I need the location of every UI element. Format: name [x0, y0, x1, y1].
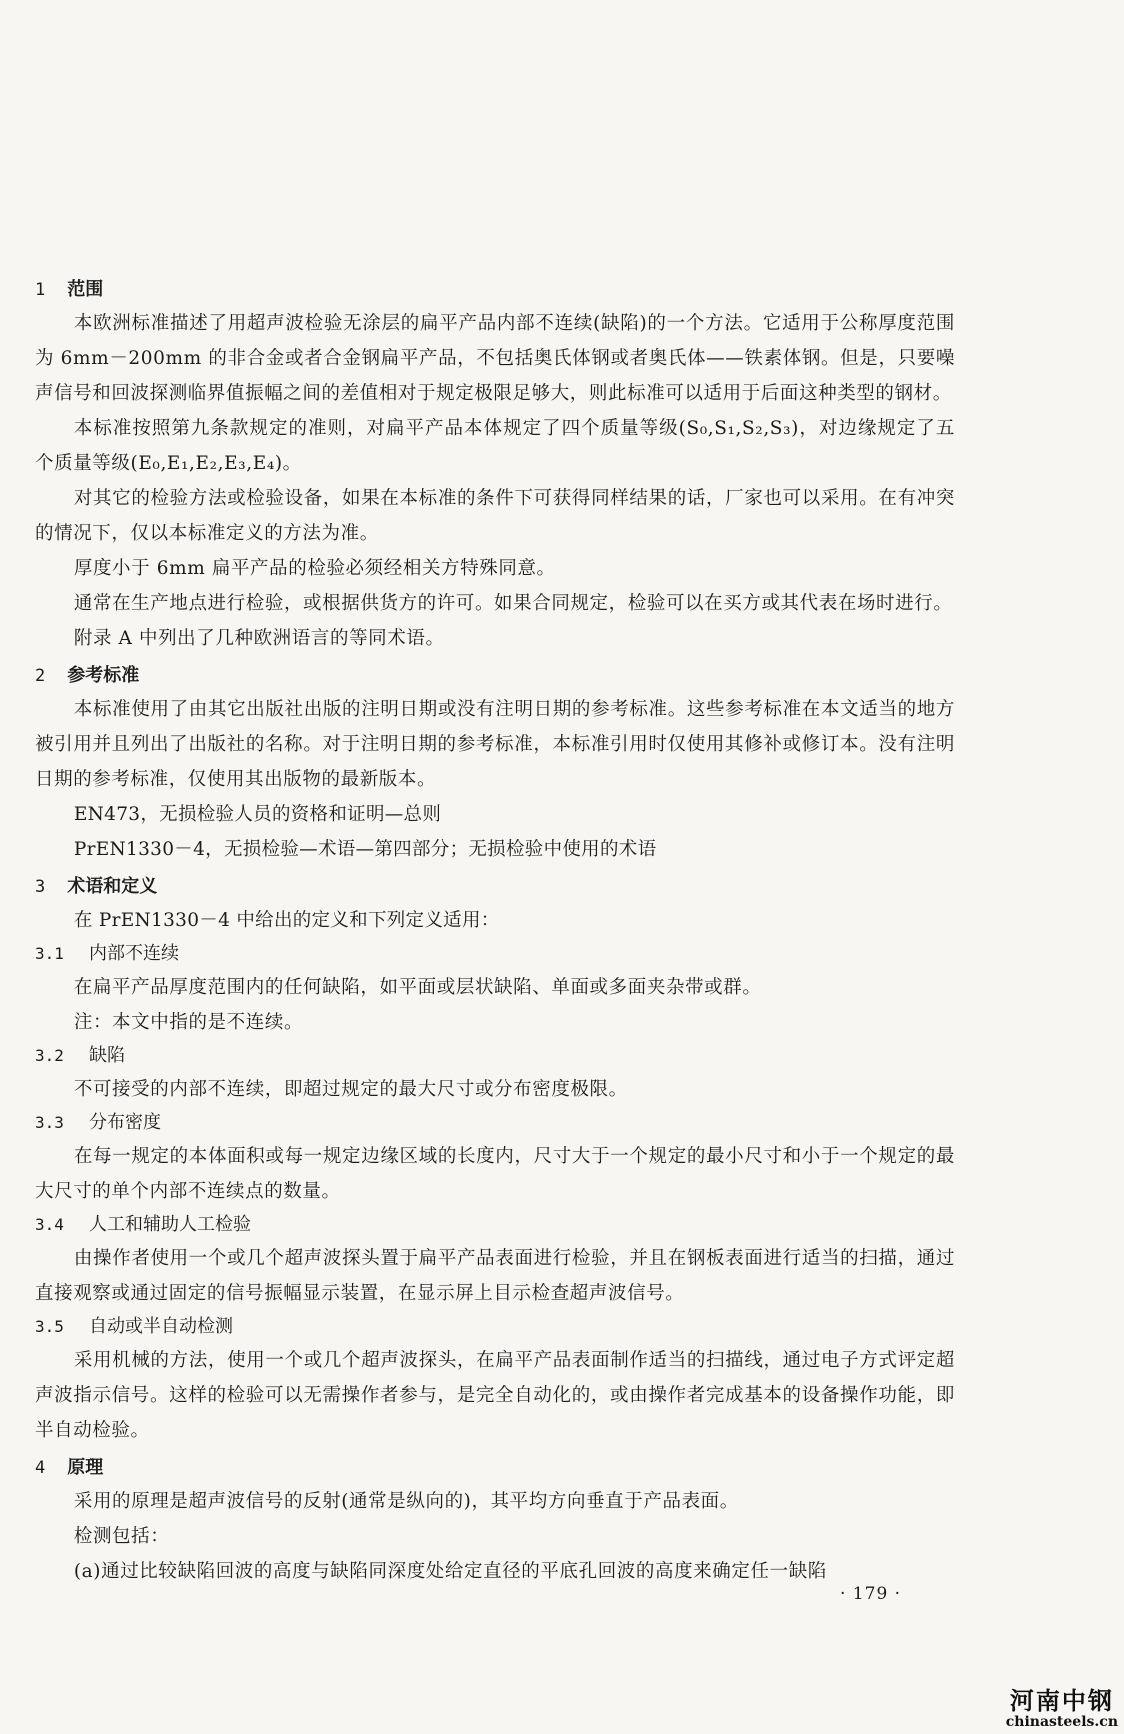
subsection-number: 3.1 [35, 944, 64, 963]
section-title: 参考标准 [67, 665, 140, 686]
paragraph: 不可接受的内部不连续，即超过规定的最大尺寸或分布密度极限。 [73, 1079, 628, 1100]
section-heading-1 [35, 274, 955, 306]
subsection-title: 分布密度 [89, 1112, 161, 1133]
section-title: 术语和定义 [67, 876, 158, 897]
section-heading-2 [35, 660, 955, 692]
note: 注：本文中指的是不连续。 [73, 1012, 304, 1033]
paragraph: 在扁平产品厚度范围内的任何缺陷，如平面或层状缺陷、单面或多面夹杂带或群。 [73, 977, 762, 998]
paragraph: 在每一规定的本体面积或每一规定边缘区域的长度内，尺寸大于一个规定的最小尺寸和小于一个规定的最大尺寸的单个内部不连续点的数量。 [35, 1146, 955, 1202]
subsection-title: 自动或半自动检测 [89, 1316, 233, 1337]
page-number: · 179 · [840, 1584, 902, 1604]
reference-item: EN473，无损检验人员的资格和证明—总则 [73, 804, 442, 825]
watermark-url: chinasteels.cn [1005, 1714, 1118, 1730]
section-number: 4 [35, 1458, 46, 1478]
section-heading-3 [35, 871, 955, 903]
section-title: 原理 [67, 1457, 104, 1478]
subsection-number: 3.4 [35, 1215, 64, 1234]
paragraph: 附录 A 中列出了几种欧洲语言的等同术语。 [73, 628, 445, 649]
subsection-heading-3-2 [35, 1040, 955, 1072]
section-heading-4 [35, 1452, 955, 1484]
paragraph: 通常在生产地点进行检验，或根据供货方的许可。如果合同规定，检验可以在买方或其代表在场时进行。 [73, 593, 953, 614]
reference-item: PrEN1330－4，无损检验—术语—第四部分；无损检验中使用的术语 [73, 839, 657, 860]
paragraph: 检测包括： [73, 1526, 170, 1547]
paragraph: 由操作者使用一个或几个超声波探头置于扁平产品表面进行检验，并且在钢板表面进行适当的扫描，通过直接观察或通过固定的信号振幅显示装置，在显示屏上目示检查超声波信号。 [35, 1248, 955, 1304]
paragraph: 在 PrEN1330－4 中给出的定义和下列定义适用： [73, 910, 500, 931]
subsection-number: 3.3 [35, 1113, 64, 1132]
document-body [35, 270, 955, 1589]
paragraph: (a)通过比较缺陷回波的高度与缺陷同深度处给定直径的平底孔回波的高度来确定任一缺陷 [73, 1561, 827, 1582]
subsection-title: 人工和辅助人工检验 [89, 1214, 251, 1235]
paragraph: 本欧洲标准描述了用超声波检验无涂层的扁平产品内部不连续(缺陷)的一个方法。它适用于公称厚度范围为 6mm－200mm 的非合金或者合金钢扁平产品，不包括奥氏体钢或者奥氏体——铁素体钢。但是，只要噪声信号和回波探测临界值振幅之间的差值相对于规定极限足够大，则此标准可以适用于后面这种类型的钢材。 [35, 313, 955, 404]
section-title: 范围 [67, 279, 104, 300]
paragraph: 对其它的检验方法或检验设备，如果在本标准的条件下可获得同样结果的话，厂家也可以采用。在有冲突的情况下，仅以本标准定义的方法为准。 [35, 488, 955, 544]
subsection-title: 内部不连续 [89, 943, 179, 964]
subsection-heading-3-3 [35, 1107, 955, 1139]
subsection-heading-3-4 [35, 1209, 955, 1241]
watermark-name: 河南中钢 [1009, 1687, 1114, 1715]
watermark-logo [1006, 1688, 1118, 1730]
subsection-title: 缺陷 [89, 1045, 125, 1066]
subsection-number: 3.5 [35, 1317, 64, 1336]
paragraph: 本标准使用了由其它出版社出版的注明日期或没有注明日期的参考标准。这些参考标准在本文适当的地方被引用并且列出了出版社的名称。对于注明日期的参考标准，本标准引用时仅使用其修补或修订本。没有注明日期的参考标准，仅使用其出版物的最新版本。 [35, 699, 955, 790]
paragraph: 采用机械的方法，使用一个或几个超声波探头，在扁平产品表面制作适当的扫描线，通过电子方式评定超声波指示信号。这样的检验可以无需操作者参与，是完全自动化的，或由操作者完成基本的设备操作功能，即半自动检验。 [35, 1350, 955, 1441]
subsection-heading-3-5 [35, 1311, 955, 1343]
paragraph: 本标准按照第九条款规定的准则，对扁平产品本体规定了四个质量等级(S₀,S₁,S₂,S₃)，对边缘规定了五个质量等级(E₀,E₁,E₂,E₃,E₄)。 [35, 418, 955, 474]
subsection-heading-3-1 [35, 938, 955, 970]
section-number: 1 [35, 280, 46, 300]
paragraph: 采用的原理是超声波信号的反射(通常是纵向的)，其平均方向垂直于产品表面。 [73, 1491, 739, 1512]
subsection-number: 3.2 [35, 1046, 64, 1065]
paragraph: 厚度小于 6mm 扁平产品的检验必须经相关方特殊同意。 [73, 558, 556, 579]
section-number: 2 [35, 666, 46, 686]
section-number: 3 [35, 877, 46, 897]
